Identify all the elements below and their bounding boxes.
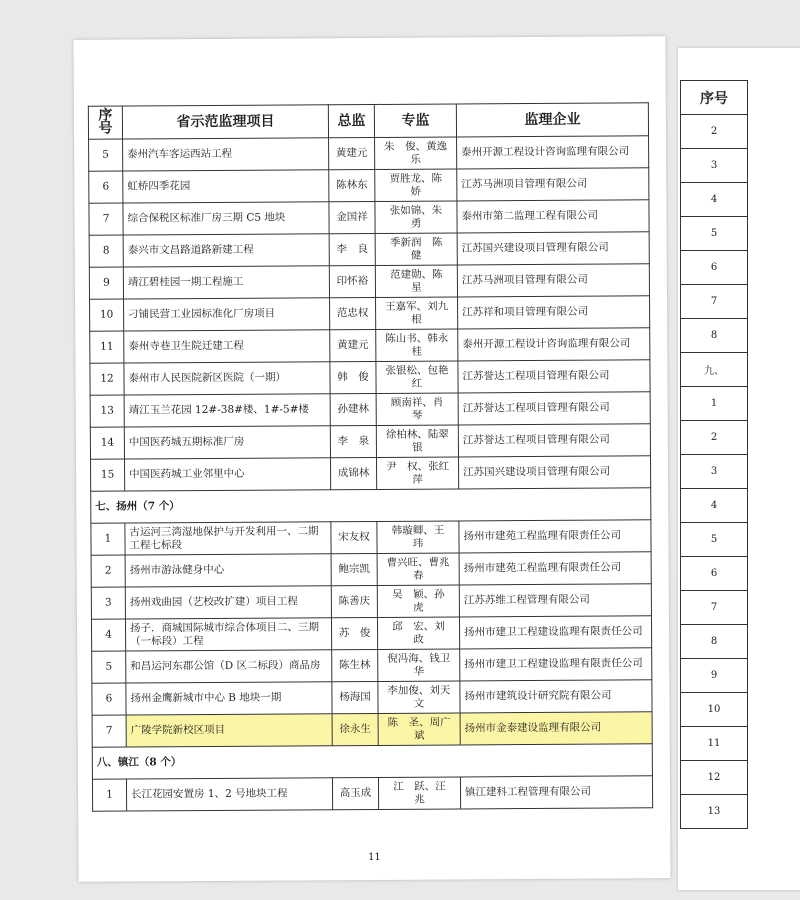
next-page-cell: 13 — [681, 795, 748, 829]
cell-project: 中国医药城五期标准厂房 — [124, 426, 330, 459]
table-row — [90, 296, 650, 331]
header-company: 监理企业 — [456, 103, 648, 137]
next-page-cell: 5 — [681, 523, 748, 557]
section-row-zhenjiang — [92, 744, 652, 779]
cell-director: 鲍宗凯 — [331, 553, 377, 585]
cell-director: 宋友权 — [331, 521, 377, 553]
table-row — [91, 520, 651, 555]
cell-company: 江苏国兴建设项目管理有限公司 — [458, 456, 650, 489]
cell-director: 范忠权 — [330, 297, 376, 329]
cell-project: 靖江碧桂园一期工程施工 — [123, 266, 329, 299]
cell-no: 2 — [91, 555, 125, 587]
cell-project: 扬子．商城国际城市综合体项目二、三期（一标段）工程 — [125, 618, 331, 651]
cell-supervisors: 朱 俊、黄逸乐 — [375, 137, 457, 170]
table-row — [89, 136, 649, 171]
next-page-cell: 2 — [681, 115, 748, 149]
cell-no: 6 — [89, 171, 123, 203]
cell-project: 泰州市人民医院新区医院（一期） — [124, 362, 330, 395]
cell-project: 泰州寺巷卫生院迁建工程 — [124, 330, 330, 363]
next-page-cell: 6 — [681, 251, 748, 285]
cell-supervisors: 陈 圣、周广斌 — [378, 713, 460, 746]
cell-company: 泰州市第二监理工程有限公司 — [457, 200, 649, 233]
cell-no: 1 — [91, 523, 125, 555]
cell-project: 泰州汽车客运西站工程 — [123, 138, 329, 171]
document-page — [73, 36, 670, 882]
next-page-cell: 5 — [681, 217, 748, 251]
table-row — [91, 616, 651, 651]
cell-no: 6 — [92, 683, 126, 715]
cell-supervisors: 吴 颖、孙 虎 — [377, 585, 459, 618]
next-page-cell: 3 — [681, 455, 748, 489]
cell-company: 扬州市建筑设计研究院有限公司 — [460, 680, 652, 713]
cell-no: 7 — [89, 203, 123, 235]
table-row — [90, 360, 650, 395]
section-heading: 七、扬州（7 个） — [91, 488, 651, 523]
cell-project: 扬州戏曲园（艺校改扩建）项目工程 — [125, 586, 331, 619]
cell-project: 中国医药城工业邻里中心 — [124, 458, 330, 491]
cell-company: 扬州市建卫工程建设监理有限责任公司 — [460, 648, 652, 681]
cell-company: 江苏马洲项目管理有限公司 — [457, 168, 649, 201]
cell-no: 10 — [90, 299, 124, 331]
header-supervisors: 专监 — [374, 104, 456, 138]
next-page-table — [680, 80, 748, 829]
cell-no: 11 — [90, 331, 124, 363]
cell-company: 扬州市建苑工程监理有限责任公司 — [459, 552, 651, 585]
cell-director: 印怀裕 — [329, 265, 375, 297]
section-row-yangzhou — [91, 488, 651, 523]
cell-no: 15 — [90, 459, 124, 491]
cell-supervisors: 邱 宏、刘 政 — [377, 617, 459, 650]
next-page-cell: 11 — [681, 727, 748, 761]
cell-director: 李 良 — [329, 233, 375, 265]
table-row — [89, 232, 649, 267]
table-row — [89, 264, 649, 299]
table-header-row — [88, 103, 648, 139]
cell-supervisors: 曹兴旺、曹兆春 — [377, 553, 459, 586]
cell-director: 苏 俊 — [331, 617, 377, 649]
cell-project: 刁铺民营工业园标准化厂房项目 — [124, 298, 330, 331]
cell-supervisors: 季新润 陈 健 — [375, 233, 457, 266]
cell-director: 孙建林 — [330, 393, 376, 425]
header-project: 省示范监理项目 — [122, 105, 328, 139]
cell-company: 镇江建科工程管理有限公司 — [460, 776, 652, 809]
cell-director: 成锦林 — [330, 457, 376, 489]
next-page-header: 序号 — [681, 81, 748, 115]
cell-no: 5 — [92, 651, 126, 683]
cell-supervisors: 李加俊、刘天文 — [378, 681, 460, 714]
table-row — [90, 424, 650, 459]
next-page-cell: 4 — [681, 183, 748, 217]
cell-company: 江苏誉达工程项目管理有限公司 — [458, 424, 650, 457]
next-page-cell: 8 — [681, 319, 748, 353]
cell-no: 1 — [92, 779, 126, 811]
cell-no: 4 — [91, 619, 125, 651]
cell-supervisors: 江 跃、汪 兆 — [378, 777, 460, 810]
cell-director: 金国祥 — [329, 201, 375, 233]
cell-no: 7 — [92, 715, 126, 747]
cell-company: 扬州市建卫工程建设监理有限责任公司 — [459, 616, 651, 649]
cell-supervisors: 倪冯海、钱卫华 — [378, 649, 460, 682]
next-page-cell: 九、 — [681, 353, 748, 387]
cell-no: 13 — [90, 395, 124, 427]
cell-company: 扬州市建苑工程监理有限责任公司 — [459, 520, 651, 553]
cell-project: 泰兴市文昌路道路新建工程 — [123, 234, 329, 267]
cell-company: 泰州开源工程设计咨询监理有限公司 — [457, 136, 649, 169]
next-page-cell: 2 — [681, 421, 748, 455]
next-page-cell: 7 — [681, 591, 748, 625]
next-page-cell: 7 — [681, 285, 748, 319]
cell-project: 综合保税区标准厂房三期 C5 地块 — [123, 202, 329, 235]
cell-director: 黄建元 — [330, 329, 376, 361]
page-number: 11 — [368, 851, 381, 864]
table-row — [92, 712, 652, 747]
section-heading: 八、镇江（8 个） — [92, 744, 652, 779]
cell-supervisors: 顾南祥、肖 琴 — [376, 393, 458, 426]
table-row — [92, 776, 652, 811]
cell-director: 韩 俊 — [330, 361, 376, 393]
cell-director: 李 泉 — [330, 425, 376, 457]
cell-company: 江苏国兴建设项目管理有限公司 — [457, 232, 649, 265]
cell-company: 江苏马洲项目管理有限公司 — [457, 264, 649, 297]
cell-project: 靖江玉兰花园 12#-38#楼、1#-5#楼 — [124, 394, 330, 427]
cell-director: 陈生林 — [332, 649, 378, 681]
cell-supervisors: 王嘉军、刘九根 — [376, 297, 458, 330]
cell-no: 3 — [91, 587, 125, 619]
cell-supervisors: 尹 权、张红萍 — [376, 457, 458, 490]
table-row — [91, 552, 651, 587]
cell-company: 江苏誉达工程项目管理有限公司 — [458, 392, 650, 425]
cell-supervisors: 张如锦、朱 勇 — [375, 201, 457, 234]
next-page-cell: 9 — [681, 659, 748, 693]
table-row — [92, 680, 652, 715]
next-page-cell: 12 — [681, 761, 748, 795]
cell-project: 广陵学院新校区项目 — [126, 714, 332, 747]
cell-company: 江苏誉达工程项目管理有限公司 — [458, 360, 650, 393]
header-director: 总监 — [328, 104, 374, 137]
cell-project: 和昌运河东郡公馆（D 区二标段）商品房 — [126, 650, 332, 683]
cell-supervisors: 范建勋、陈 星 — [375, 265, 457, 298]
cell-supervisors: 徐柏林、陆翠银 — [376, 425, 458, 458]
cell-company: 泰州开源工程设计咨询监理有限公司 — [458, 328, 650, 361]
cell-supervisors: 韩璇卿、王 玮 — [377, 521, 459, 554]
table-row — [89, 200, 649, 235]
table-row — [92, 648, 652, 683]
next-page-cell: 10 — [681, 693, 748, 727]
next-page-cell: 4 — [681, 489, 748, 523]
next-page-cell: 6 — [681, 557, 748, 591]
cell-no: 12 — [90, 363, 124, 395]
cell-company: 江苏苏维工程管理有限公司 — [459, 584, 651, 617]
cell-project: 古运河三湾湿地保护与开发利用一、二期工程七标段 — [125, 522, 331, 555]
cell-company: 扬州市金泰建设监理有限公司 — [460, 712, 652, 745]
cell-company: 江苏祥和项目管理有限公司 — [458, 296, 650, 329]
next-page-cell: 3 — [681, 149, 748, 183]
supervision-table — [88, 102, 653, 811]
cell-no: 5 — [89, 139, 123, 171]
cell-project: 虹桥四季花园 — [123, 170, 329, 203]
table-row — [90, 392, 650, 427]
cell-director: 黄建元 — [329, 137, 375, 169]
cell-director: 徐永生 — [332, 713, 378, 745]
cell-supervisors: 张银松、包艳红 — [376, 361, 458, 394]
cell-director: 陈林东 — [329, 169, 375, 201]
cell-project: 扬州市游泳健身中心 — [125, 554, 331, 587]
cell-project: 长江花园安置房 1、2 号地块工程 — [126, 778, 332, 811]
cell-no: 8 — [89, 235, 123, 267]
cell-director: 杨海国 — [332, 681, 378, 713]
next-page-edge — [678, 48, 800, 890]
cell-project: 扬州金鹰新城市中心 B 地块一期 — [126, 682, 332, 715]
cell-supervisors: 陈山书、韩永桂 — [376, 329, 458, 362]
cell-no: 9 — [89, 267, 123, 299]
cell-supervisors: 贾胜龙、陈 娇 — [375, 169, 457, 202]
table-row — [91, 584, 651, 619]
next-page-cell: 8 — [681, 625, 748, 659]
cell-director: 陈善庆 — [331, 585, 377, 617]
table-row — [90, 328, 650, 363]
table-row — [90, 456, 650, 491]
header-no: 序号 — [88, 106, 122, 139]
cell-no: 14 — [90, 427, 124, 459]
next-page-cell: 1 — [681, 387, 748, 421]
cell-director: 高玉成 — [332, 777, 378, 809]
table-row — [89, 168, 649, 203]
